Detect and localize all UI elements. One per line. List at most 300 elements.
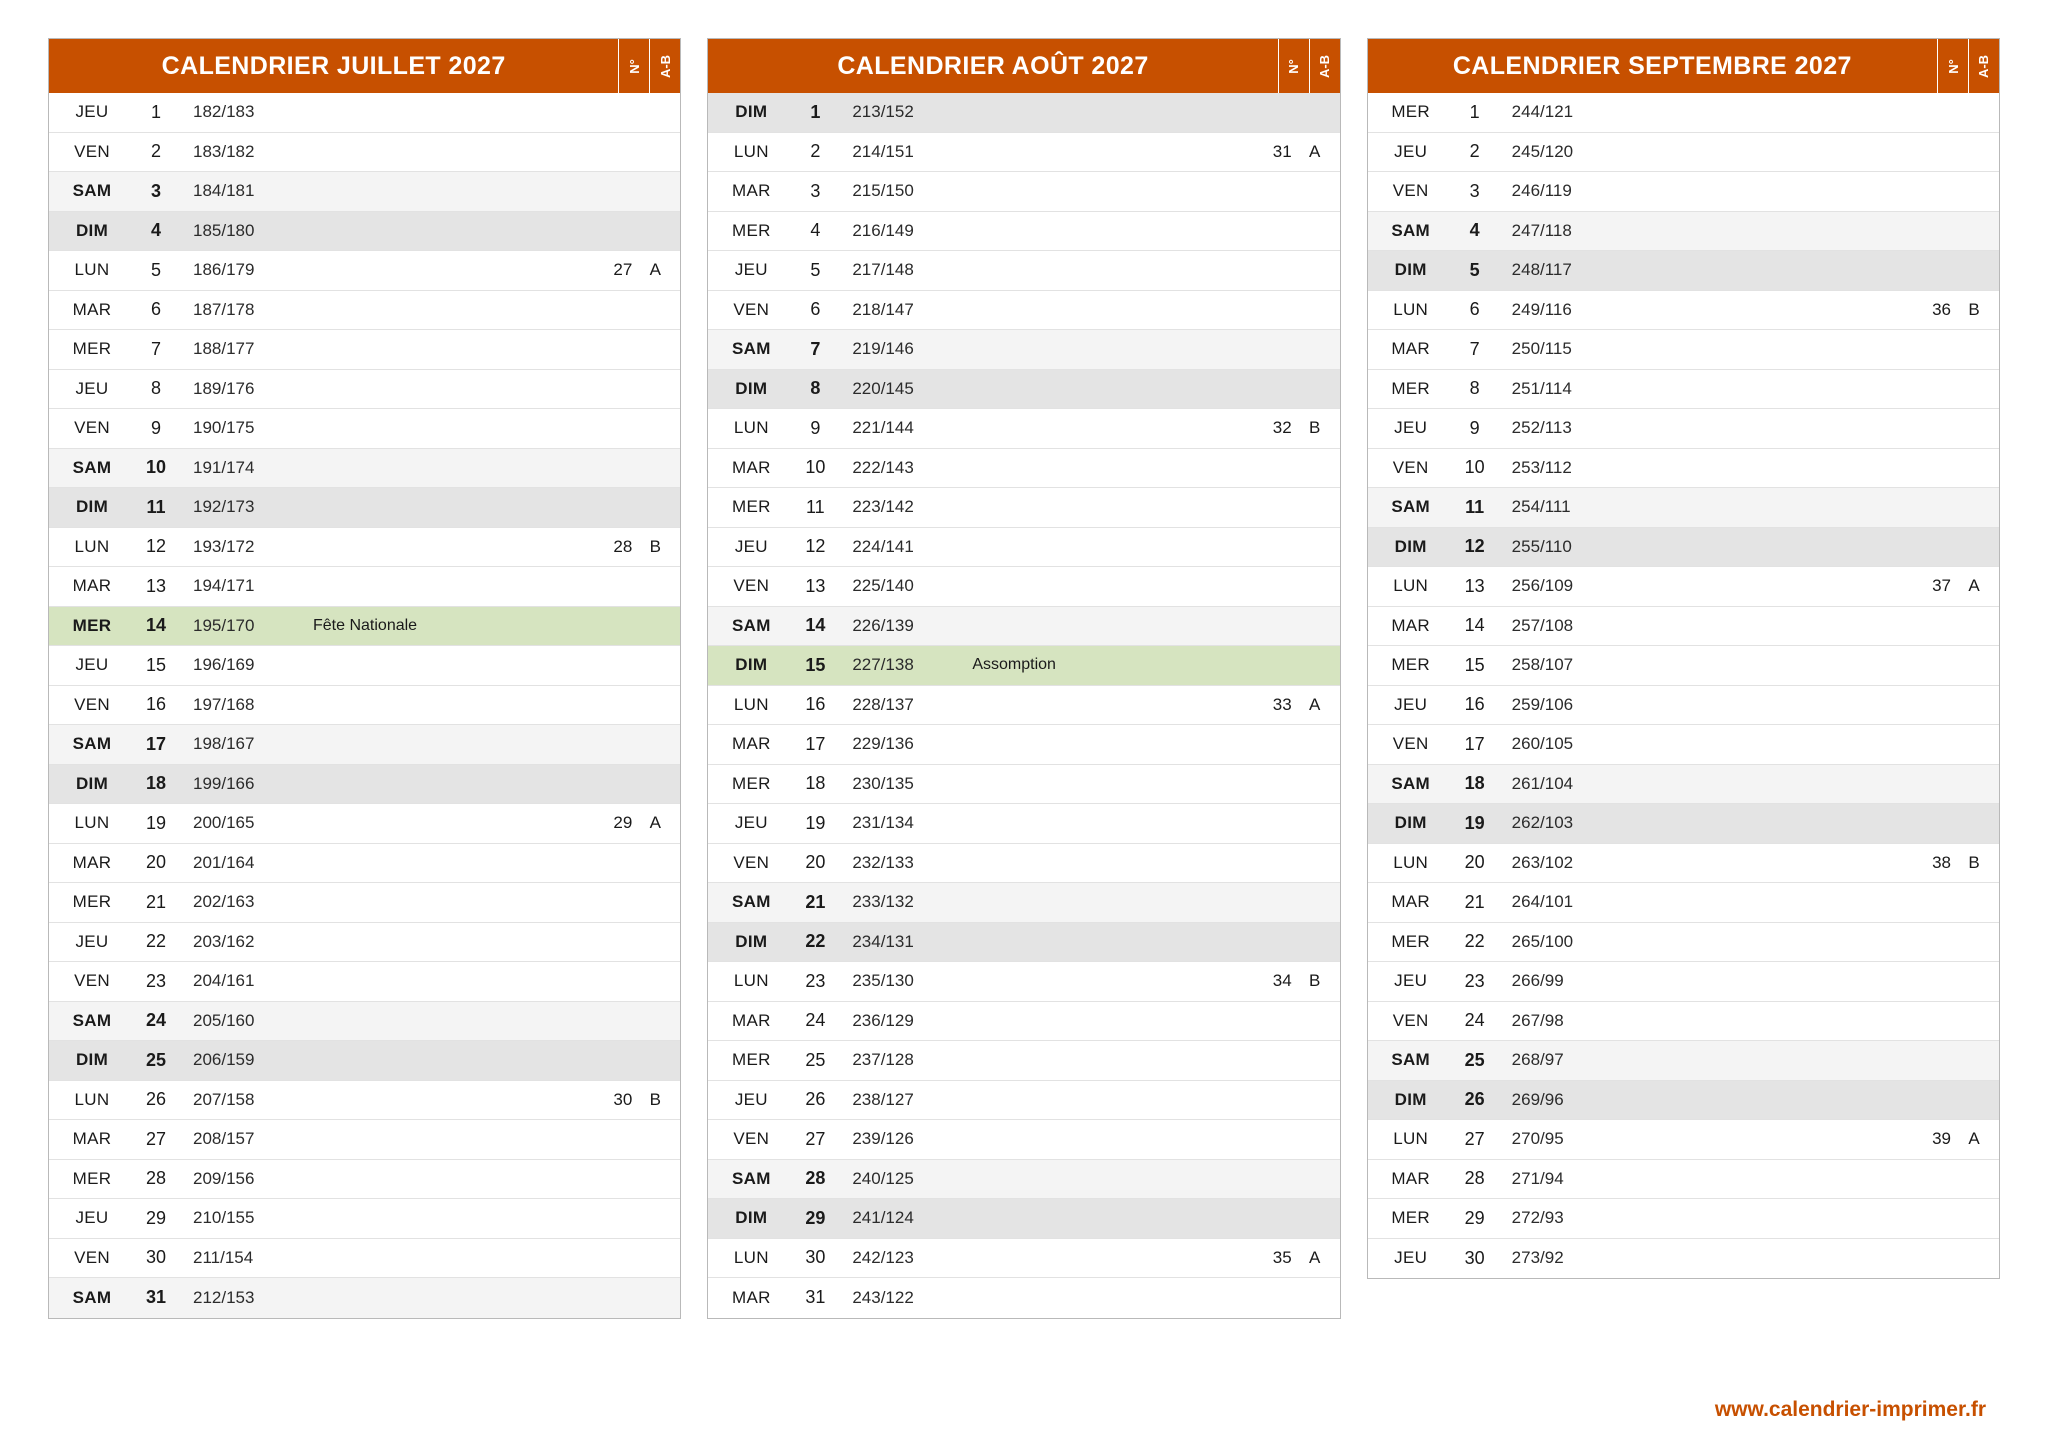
day-of-year: 241/124 — [852, 1208, 914, 1228]
day-number: 8 — [150, 378, 161, 399]
week-number: 30 — [613, 1089, 633, 1109]
day-of-year: 253/112 — [1511, 457, 1572, 477]
day-row — [708, 1002, 1339, 1042]
day-number: 2 — [810, 141, 821, 162]
weekday-label: SAM — [72, 181, 112, 201]
weekday-label: LUN — [74, 536, 110, 556]
day-number: 17 — [145, 733, 167, 754]
day-row — [49, 251, 680, 291]
week-number: 33 — [1272, 694, 1292, 714]
day-number: 18 — [1464, 773, 1485, 794]
weekday-label: DIM — [735, 1208, 768, 1228]
weekday-label: MER — [1391, 102, 1430, 122]
day-row — [49, 1002, 680, 1042]
day-number: 7 — [810, 338, 821, 359]
weekday-label: MER — [72, 892, 112, 912]
day-number: 14 — [805, 615, 826, 636]
day-row — [49, 291, 680, 331]
day-number: 29 — [1464, 1207, 1485, 1228]
day-of-year: 245/120 — [1511, 141, 1574, 161]
weekday-label: VEN — [733, 576, 770, 596]
website-link[interactable]: www.calendrier-imprimer.fr — [1714, 1398, 1986, 1421]
day-number: 31 — [805, 1287, 826, 1308]
day-row — [708, 1120, 1339, 1160]
week-number: 39 — [1932, 1129, 1951, 1149]
day-row — [49, 1278, 680, 1318]
weekday-label: LUN — [1393, 852, 1429, 872]
day-of-year: 209/156 — [193, 1168, 255, 1188]
weekday-label: MER — [1391, 931, 1430, 951]
weekday-label: MAR — [72, 576, 112, 596]
day-of-year: 184/181 — [193, 181, 255, 201]
day-number: 16 — [1464, 694, 1485, 715]
day-number: 3 — [150, 180, 161, 201]
day-number: 12 — [1464, 536, 1485, 557]
day-row — [49, 1081, 680, 1121]
weekday-label: SAM — [72, 1287, 112, 1307]
day-number: 30 — [1464, 1247, 1485, 1268]
day-number: 20 — [1464, 852, 1485, 873]
weekday-label: JEU — [1394, 971, 1428, 991]
weekday-label: LUN — [733, 694, 769, 714]
ab-week: B — [649, 1089, 661, 1109]
day-row — [1368, 923, 1999, 963]
day-row — [1368, 1160, 1999, 1200]
week-number: 27 — [613, 260, 633, 280]
day-row — [49, 449, 680, 489]
day-number: 1 — [1469, 101, 1480, 122]
month-block — [48, 38, 681, 1319]
ab-week-header — [649, 39, 680, 93]
day-number: 21 — [1464, 891, 1485, 912]
day-row — [1368, 844, 1999, 884]
day-of-year: 265/100 — [1511, 931, 1574, 951]
ab-week-header-label: A-B — [1317, 54, 1333, 78]
day-row — [708, 1081, 1339, 1121]
day-of-year: 215/150 — [852, 181, 914, 201]
weekday-label: VEN — [733, 1129, 770, 1149]
weekday-label: SAM — [1391, 773, 1430, 793]
ab-week: A — [1308, 141, 1321, 161]
day-of-year: 228/137 — [852, 694, 914, 714]
day-of-year: 203/162 — [193, 931, 255, 951]
ab-week: B — [1308, 971, 1321, 991]
day-row — [1368, 765, 1999, 805]
weekday-label: MER — [1391, 1208, 1430, 1228]
day-number: 11 — [1465, 496, 1485, 517]
weekday-label: DIM — [1394, 1089, 1427, 1109]
day-row — [49, 1041, 680, 1081]
day-number: 9 — [150, 417, 161, 438]
week-number: 37 — [1932, 576, 1951, 596]
day-of-year: 183/182 — [193, 141, 255, 161]
day-of-year: 255/110 — [1511, 536, 1572, 556]
day-row — [49, 765, 680, 805]
day-of-year: 201/164 — [193, 852, 255, 872]
day-number: 19 — [145, 812, 167, 833]
weekday-label: MAR — [1391, 1168, 1430, 1188]
weekday-label: LUN — [74, 1089, 110, 1109]
ab-week: A — [1308, 1247, 1321, 1267]
day-number: 27 — [145, 1128, 167, 1149]
day-of-year: 190/175 — [193, 418, 255, 438]
day-number: 23 — [1464, 970, 1485, 991]
weekday-label: LUN — [733, 971, 769, 991]
day-number: 1 — [150, 101, 161, 122]
day-number: 8 — [810, 378, 821, 399]
week-number-header — [1937, 39, 1968, 93]
day-number: 20 — [145, 852, 167, 873]
day-row — [708, 1278, 1339, 1318]
weekday-label: SAM — [72, 457, 112, 477]
weekday-label: JEU — [1394, 141, 1428, 161]
weekday-label: MER — [72, 615, 112, 635]
week-number-header — [618, 39, 649, 93]
day-of-year: 205/160 — [193, 1010, 255, 1030]
day-of-year: 240/125 — [852, 1168, 914, 1188]
day-row — [708, 93, 1339, 133]
day-number: 2 — [150, 141, 161, 162]
day-row — [1368, 409, 1999, 449]
weekday-label: VEN — [74, 418, 110, 438]
weekday-label: MAR — [72, 852, 112, 872]
day-of-year: 239/126 — [852, 1129, 914, 1149]
day-of-year: 208/157 — [193, 1129, 255, 1149]
weekday-label: MAR — [731, 181, 771, 201]
day-row — [708, 370, 1339, 410]
day-row — [1368, 725, 1999, 765]
day-row — [708, 725, 1339, 765]
day-row — [49, 330, 680, 370]
day-of-year: 273/92 — [1511, 1248, 1564, 1268]
day-of-year: 256/109 — [1511, 576, 1574, 596]
day-number: 19 — [1464, 812, 1485, 833]
day-of-year: 254/111 — [1511, 497, 1571, 517]
day-of-year: 248/117 — [1511, 260, 1572, 280]
day-row — [49, 883, 680, 923]
day-number: 6 — [150, 299, 161, 320]
day-row — [708, 172, 1339, 212]
day-row — [49, 1239, 680, 1279]
ab-week: A — [1968, 1129, 1980, 1149]
week-number: 28 — [613, 536, 633, 556]
day-number: 25 — [1464, 1049, 1485, 1070]
footer — [48, 1398, 2000, 1448]
day-of-year: 214/151 — [852, 141, 914, 161]
week-number: 29 — [613, 813, 633, 833]
day-number: 7 — [1469, 338, 1480, 359]
day-row — [1368, 1081, 1999, 1121]
ab-week: B — [1968, 852, 1980, 872]
day-number: 10 — [1464, 457, 1485, 478]
weekday-label: SAM — [731, 892, 771, 912]
ab-week-header — [1309, 39, 1340, 93]
day-row — [708, 251, 1339, 291]
weekday-label: VEN — [733, 299, 770, 319]
day-number: 22 — [145, 931, 167, 952]
day-row — [1368, 291, 1999, 331]
day-number: 7 — [150, 338, 161, 359]
day-row — [49, 844, 680, 884]
day-row — [1368, 1120, 1999, 1160]
day-rows — [1368, 93, 1999, 1278]
weekday-label: MAR — [731, 734, 771, 754]
weekday-label: VEN — [1392, 181, 1429, 201]
day-row — [1368, 1002, 1999, 1042]
day-number: 13 — [145, 575, 167, 596]
weekday-label: MAR — [1391, 615, 1430, 635]
day-number: 24 — [1464, 1010, 1485, 1031]
day-row — [49, 1120, 680, 1160]
weekday-label: MER — [72, 339, 112, 359]
day-number: 18 — [805, 773, 826, 794]
day-of-year: 210/155 — [193, 1208, 255, 1228]
weekday-label: LUN — [1393, 576, 1429, 596]
day-of-year: 251/114 — [1511, 378, 1572, 398]
day-of-year: 199/166 — [193, 773, 255, 793]
day-row — [1368, 488, 1999, 528]
weekday-label: MER — [731, 220, 771, 240]
day-row — [708, 409, 1339, 449]
day-row — [1368, 172, 1999, 212]
ab-week: A — [649, 260, 661, 280]
month-block — [707, 38, 1340, 1319]
day-row — [49, 646, 680, 686]
day-number: 27 — [805, 1128, 826, 1149]
day-of-year: 242/123 — [852, 1247, 914, 1267]
weekday-label: DIM — [735, 655, 768, 675]
day-row — [708, 449, 1339, 489]
day-of-year: 218/147 — [852, 299, 914, 319]
weekday-label: LUN — [74, 813, 110, 833]
day-number: 10 — [145, 457, 167, 478]
day-of-year: 191/174 — [193, 457, 255, 477]
day-of-year: 216/149 — [852, 220, 914, 240]
day-of-year: 234/131 — [852, 931, 914, 951]
day-of-year: 202/163 — [193, 892, 255, 912]
day-of-year: 249/116 — [1511, 299, 1572, 319]
day-number: 28 — [805, 1168, 826, 1189]
ab-week: B — [1308, 418, 1321, 438]
day-row — [49, 212, 680, 252]
day-of-year: 193/172 — [193, 536, 255, 556]
day-row — [49, 409, 680, 449]
weekday-label: JEU — [75, 378, 109, 398]
day-of-year: 229/136 — [852, 734, 914, 754]
weekday-label: JEU — [1394, 694, 1428, 714]
day-row — [1368, 804, 1999, 844]
week-number: 32 — [1272, 418, 1292, 438]
day-of-year: 200/165 — [193, 813, 255, 833]
ab-week: A — [1308, 694, 1321, 714]
weekday-label: LUN — [733, 418, 769, 438]
ab-week: B — [649, 536, 661, 556]
weekday-label: MAR — [1391, 339, 1430, 359]
day-of-year: 227/138 — [852, 655, 914, 675]
day-row — [708, 1160, 1339, 1200]
month-title: CALENDRIER SEPTEMBRE 2027 — [1452, 51, 1852, 80]
weekday-label: VEN — [733, 852, 770, 872]
day-row — [1368, 646, 1999, 686]
day-of-year: 270/95 — [1511, 1129, 1564, 1149]
day-number: 4 — [150, 220, 161, 241]
day-of-year: 198/167 — [193, 734, 255, 754]
day-of-year: 272/93 — [1511, 1208, 1564, 1228]
day-of-year: 222/143 — [852, 457, 914, 477]
day-row — [708, 923, 1339, 963]
day-row — [1368, 370, 1999, 410]
day-of-year: 236/129 — [852, 1010, 914, 1030]
weekday-label: JEU — [1394, 418, 1428, 438]
day-of-year: 260/105 — [1511, 734, 1574, 754]
day-row — [708, 765, 1339, 805]
weekday-label: SAM — [72, 734, 112, 754]
day-number: 6 — [810, 299, 821, 320]
month-header — [708, 39, 1339, 93]
day-row — [708, 646, 1339, 686]
day-number: 27 — [1464, 1128, 1485, 1149]
day-number: 30 — [805, 1247, 826, 1268]
ab-week-header — [1968, 39, 1999, 93]
day-row — [1368, 883, 1999, 923]
day-of-year: 206/159 — [193, 1050, 255, 1070]
weekday-label: SAM — [731, 615, 771, 635]
weekday-label: VEN — [74, 971, 110, 991]
week-number: 36 — [1932, 299, 1951, 319]
day-row — [708, 607, 1339, 647]
day-of-year: 230/135 — [852, 773, 914, 793]
day-row — [1368, 962, 1999, 1002]
day-row — [708, 528, 1339, 568]
weekday-label: VEN — [74, 694, 110, 714]
day-row — [1368, 449, 1999, 489]
weekday-label: MER — [1391, 378, 1430, 398]
day-row — [49, 686, 680, 726]
day-row — [49, 567, 680, 607]
day-row — [49, 370, 680, 410]
week-number-header — [1278, 39, 1309, 93]
day-of-year: 238/127 — [852, 1089, 914, 1109]
day-number: 18 — [145, 773, 167, 794]
day-row — [1368, 330, 1999, 370]
day-of-year: 264/101 — [1511, 892, 1574, 912]
day-row — [49, 962, 680, 1002]
weekday-label: LUN — [733, 141, 769, 161]
day-number: 13 — [805, 575, 826, 596]
weekday-label: DIM — [1394, 260, 1427, 280]
day-row — [1368, 251, 1999, 291]
week-number: 34 — [1272, 971, 1292, 991]
day-number: 15 — [145, 654, 167, 675]
weekday-label: MAR — [731, 1010, 771, 1030]
month-block — [1367, 38, 2000, 1279]
day-row — [1368, 93, 1999, 133]
weekday-label: SAM — [1391, 1050, 1430, 1070]
weekday-label: DIM — [75, 773, 109, 793]
weekday-label: DIM — [735, 102, 768, 122]
week-number-header-label: N° — [626, 58, 642, 74]
day-row — [708, 330, 1339, 370]
weekday-label: SAM — [1391, 220, 1430, 240]
day-number: 15 — [1464, 654, 1485, 675]
day-row — [708, 962, 1339, 1002]
day-row — [708, 1199, 1339, 1239]
weekday-label: VEN — [1392, 1010, 1429, 1030]
day-row — [1368, 567, 1999, 607]
weekday-label: VEN — [74, 141, 110, 161]
day-of-year: 221/144 — [852, 418, 914, 438]
day-row — [708, 883, 1339, 923]
day-number: 9 — [810, 417, 821, 438]
day-of-year: 212/153 — [193, 1287, 255, 1307]
weekday-label: JEU — [75, 931, 109, 951]
ab-week-header-label: A-B — [1976, 54, 1992, 78]
day-row — [49, 172, 680, 212]
weekday-label: MAR — [731, 1287, 771, 1307]
day-row — [708, 804, 1339, 844]
day-row — [49, 1199, 680, 1239]
day-row — [708, 1239, 1339, 1279]
day-row — [1368, 212, 1999, 252]
weekday-label: DIM — [75, 1050, 109, 1070]
weekday-label: JEU — [734, 813, 768, 833]
day-number: 17 — [1464, 733, 1485, 754]
day-number: 21 — [145, 891, 167, 912]
weekday-label: VEN — [74, 1247, 110, 1267]
day-of-year: 213/152 — [852, 102, 914, 122]
day-row — [708, 844, 1339, 884]
week-number: 31 — [1272, 141, 1292, 161]
day-of-year: 211/154 — [193, 1247, 254, 1267]
day-number: 14 — [145, 615, 167, 636]
day-of-year: 217/148 — [852, 260, 914, 280]
day-row — [1368, 686, 1999, 726]
day-row — [49, 923, 680, 963]
week-number-header-label: N° — [1945, 58, 1961, 74]
day-of-year: 243/122 — [852, 1287, 914, 1307]
day-number: 29 — [145, 1207, 167, 1228]
day-row — [708, 567, 1339, 607]
weekday-label: VEN — [1392, 734, 1429, 754]
day-row — [708, 686, 1339, 726]
day-row — [708, 212, 1339, 252]
day-of-year: 250/115 — [1511, 339, 1572, 359]
day-number: 23 — [805, 970, 826, 991]
ab-week: A — [1968, 576, 1980, 596]
day-of-year: 207/158 — [193, 1089, 255, 1109]
weekday-label: LUN — [733, 1247, 769, 1267]
weekday-label: JEU — [734, 536, 768, 556]
day-number: 12 — [145, 536, 167, 557]
day-row — [1368, 1239, 1999, 1279]
day-row — [1368, 1199, 1999, 1239]
day-of-year: 186/179 — [193, 260, 255, 280]
day-number: 14 — [1464, 615, 1485, 636]
day-of-year: 262/103 — [1511, 813, 1574, 833]
day-of-year: 266/99 — [1511, 971, 1564, 991]
day-of-year: 187/178 — [193, 299, 255, 319]
day-of-year: 192/173 — [193, 497, 255, 517]
day-of-year: 223/142 — [852, 497, 914, 517]
day-number: 9 — [1469, 417, 1480, 438]
day-number: 5 — [1469, 259, 1480, 280]
week-number: 35 — [1272, 1247, 1292, 1267]
day-of-year: 194/171 — [193, 576, 255, 596]
day-of-year: 189/176 — [193, 378, 255, 398]
day-of-year: 224/141 — [852, 536, 914, 556]
weekday-label: DIM — [735, 378, 768, 398]
month-header — [49, 39, 680, 93]
